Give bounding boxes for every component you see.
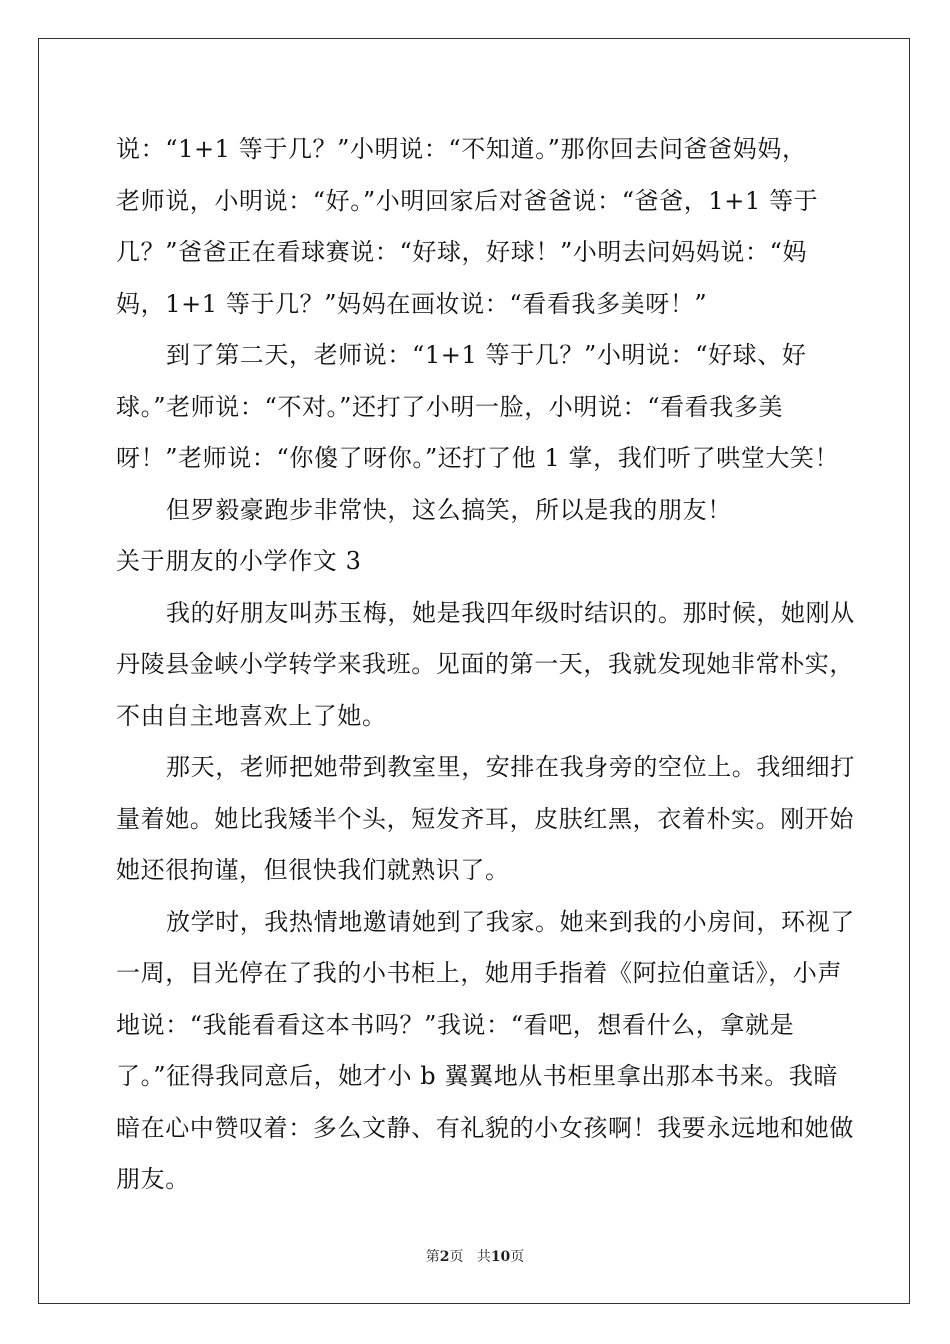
text-line: 丹陵县金峡小学转学来我班。见面的第一天，我就发现她非常朴实， [116, 650, 854, 678]
text-line: 几？”爸爸正在看球赛说：“好球，好球！”小明去问妈妈说：“妈 [116, 238, 808, 266]
text-line: 妈，1+1 等于几？”妈妈在画妆说：“看看我多美呀！” [116, 289, 708, 318]
text-line: 她还很拘谨，但很快我们就熟识了。 [116, 856, 510, 884]
footer-page-current: 2 [439, 1249, 450, 1265]
document-body [116, 124, 855, 1206]
text-line: 球。”老师说：“不对。”还打了小明一脸，小明说：“看看我多美 [116, 392, 784, 421]
text-line: 放学时，我热情地邀请她到了我家。她来到我的小房间，环视了 [166, 907, 855, 936]
footer-total-prefix: 共 [476, 1249, 491, 1265]
footer-page-total: 10 [490, 1249, 511, 1265]
text-line: 我的好朋友叫苏玉梅，她是我四年级时结识的。那时候，她刚从 [166, 598, 855, 627]
text-line: 关于朋友的小学作文 3 [116, 547, 362, 575]
text-line: 暗在心中赞叹着：多么文静、有礼貌的小女孩啊！我要永远地和她做 [116, 1113, 854, 1142]
text-line: 地说：“我能看看这本书吗？”我说：“看吧，想看什么，拿就是 [116, 1010, 795, 1039]
text-line: 不由自主地喜欢上了她。 [116, 701, 387, 730]
text-line: 量着她。她比我矮半个头，短发齐耳，皮肤红黑，衣着朴实。刚开始 [116, 804, 854, 833]
footer-page-prefix: 第 [425, 1249, 440, 1265]
text-line: 一周，目光停在了我的小书柜上，她用手指着《阿拉伯童话》，小声 [116, 959, 842, 987]
text-line: 了。”征得我同意后，她才小 b 翼翼地从书柜里拿出那本书来。我暗 [116, 1062, 839, 1090]
text-line: 老师说，小明说：“好。”小明回家后对爸爸说：“爸爸，1+1 等于 [116, 186, 819, 215]
text-line: 朋友。 [116, 1165, 190, 1193]
text-line: 那天，老师把她带到教室里，安排在我身旁的空位上。我细细打 [166, 753, 855, 781]
text-line: 到了第二天，老师说：“1+1 等于几？”小明说：“好球、好 [166, 341, 807, 369]
footer-total-suffix: 页 [510, 1249, 525, 1265]
text-line: 但罗毅豪跑步非常快，这么搞笑，所以是我的朋友！ [166, 495, 732, 524]
page-footer [0, 1246, 950, 1266]
footer-page-suffix: 页 [449, 1249, 464, 1265]
text-line: 说：“1+1 等于几？”小明说：“不知道。”那你回去问爸爸妈妈， [116, 135, 807, 163]
text-line: 呀！”老师说：“你傻了呀你。”还打了他 1 掌，我们听了哄堂大笑！ [116, 444, 840, 472]
